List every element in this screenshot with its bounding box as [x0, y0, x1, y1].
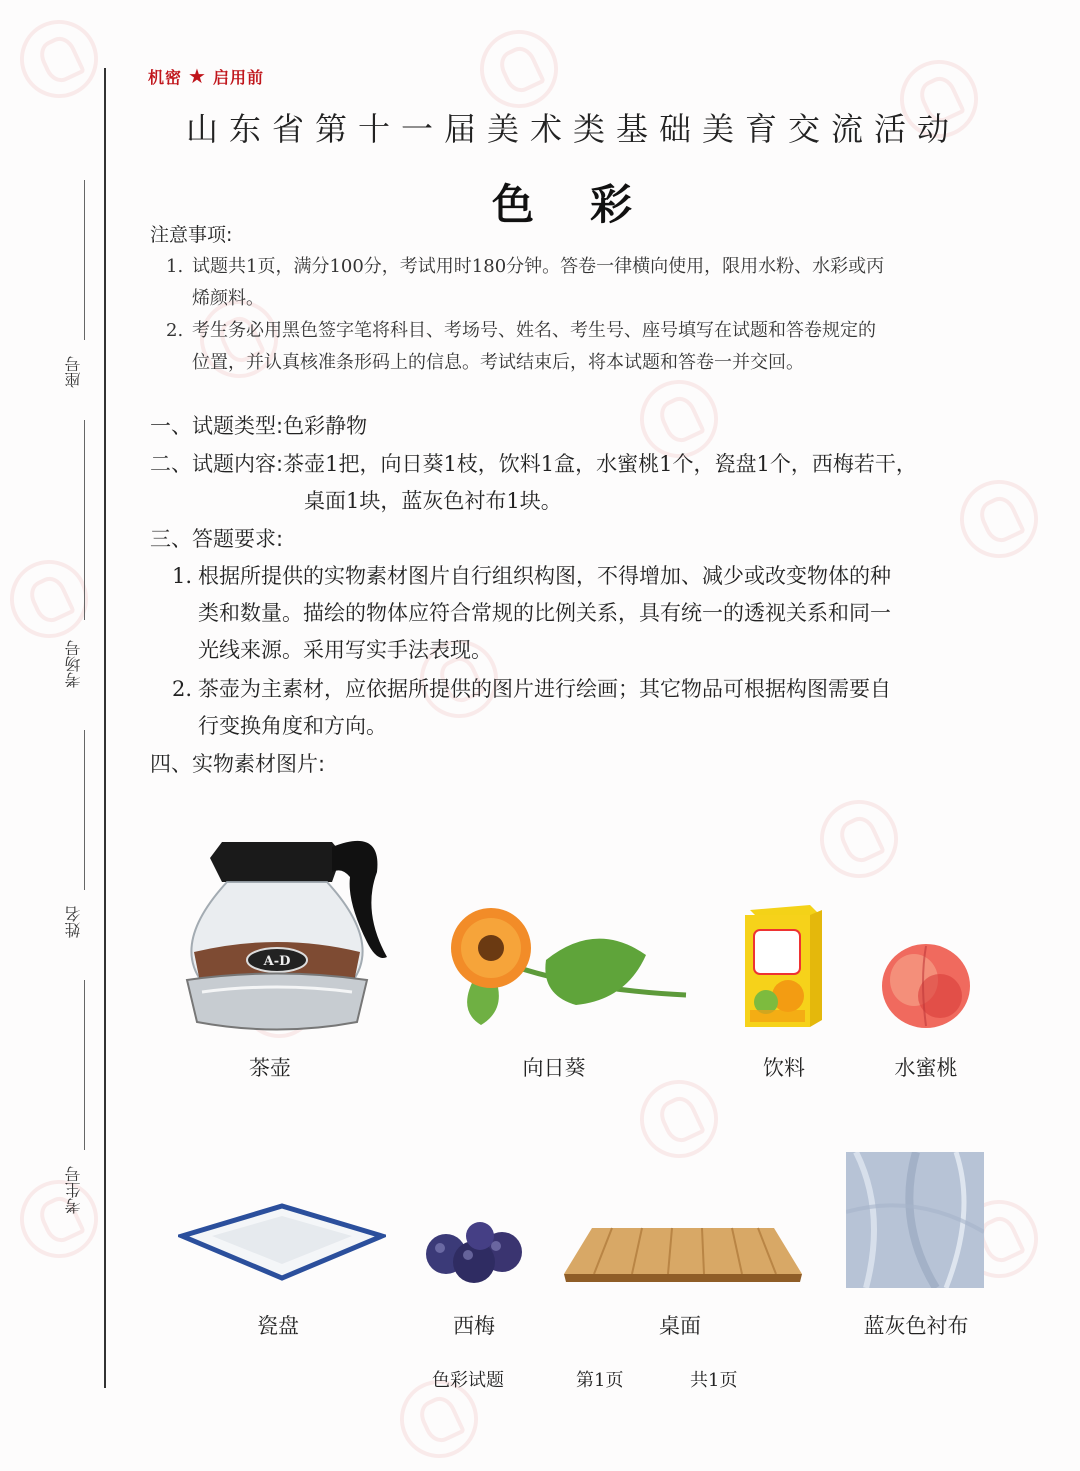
peach-image: [880, 940, 972, 1030]
section-materials: [150, 746, 990, 783]
plate-image: [178, 1202, 386, 1282]
section-heading: 三、答题要求:: [150, 527, 284, 551]
footer-total: 共1页: [690, 1370, 738, 1391]
side-label-name: 姓名: [64, 906, 83, 938]
section-heading: 二、试题内容:: [150, 452, 284, 476]
subject-title: 色彩: [491, 180, 688, 229]
section-body: 色彩静物: [283, 414, 368, 438]
section-heading: 四、实物素材图片:: [150, 752, 326, 776]
side-rule: [84, 980, 85, 1150]
teapot-image: [182, 832, 392, 1032]
caption-teapot: 茶壶: [249, 1056, 291, 1080]
notice-line: 考生务必用黑色签字笔将科目、考场号、姓名、考生号、座号填写在试题和答卷规定的: [192, 320, 876, 341]
notice-num: 2.: [166, 320, 184, 341]
section-content: [150, 446, 990, 520]
side-label-seat: 座号: [64, 356, 83, 388]
section-body: 桌面1块，蓝灰色衬布1块。: [304, 489, 562, 513]
side-label-room: 考场号: [64, 640, 83, 688]
teapot-label: A-D: [263, 954, 291, 969]
side-rule: [84, 730, 85, 890]
caption-cloth: 蓝灰色衬布: [863, 1314, 969, 1338]
footer-page: 第1页: [576, 1370, 624, 1391]
requirement-num: 1.: [172, 564, 193, 588]
caption-sunflower: 向日葵: [522, 1056, 586, 1080]
footer-name: 色彩试题: [432, 1370, 504, 1391]
sunflower-image: [436, 900, 692, 1034]
cloth-image: [846, 1152, 984, 1288]
requirement-1: [172, 558, 992, 669]
section-requirements: [150, 521, 990, 558]
side-rule: [84, 420, 85, 620]
section-type: [150, 408, 990, 445]
caption-peach: 水蜜桃: [894, 1056, 958, 1080]
requirement-num: 2.: [172, 677, 193, 701]
confidential-right: 启用前: [212, 68, 264, 87]
star-icon: ★: [188, 64, 207, 88]
confidential-left: 机密: [148, 68, 183, 87]
page-title: 山东省第十一届美术类基础美育交流活动: [186, 110, 961, 148]
notice-line: 烯颜料。: [192, 288, 264, 309]
notice-item-1: [166, 251, 986, 315]
section-body: 茶壶1把，向日葵1枝，饮料1盒，水蜜桃1个，瓷盘1个，西梅若干，: [283, 452, 917, 476]
caption-prune: 西梅: [453, 1314, 495, 1338]
requirement-2: [172, 671, 992, 745]
caption-plate: 瓷盘: [257, 1314, 299, 1338]
caption-tabletop: 桌面: [659, 1314, 701, 1338]
side-rule: [84, 180, 85, 340]
requirement-line: 光线来源。采用写实手法表现。: [198, 638, 492, 662]
notice-heading: 注意事项:: [150, 224, 233, 246]
notice-num: 1.: [166, 256, 184, 277]
section-heading: 一、试题类型:: [150, 414, 284, 438]
prune-image: [418, 1222, 528, 1284]
binding-line: [104, 68, 106, 1388]
requirement-line: 茶壶为主素材，应依据所提供的图片进行绘画；其它物品可根据构图需要自: [198, 677, 891, 701]
notice-line: 位置，并认真核准条形码上的信息。考试结束后，将本试题和答卷一并交回。: [192, 352, 804, 373]
drink-image: [740, 900, 826, 1030]
confidential-mark: [148, 64, 264, 88]
requirement-line: 行变换角度和方向。: [198, 714, 387, 738]
notice-item-2: [166, 315, 986, 379]
caption-drink: 饮料: [763, 1056, 805, 1080]
notice-line: 试题共1页，满分100分，考试用时180分钟。答卷一律横向使用，限用水粉、水彩或丙: [192, 256, 885, 277]
requirement-line: 根据所提供的实物素材图片自行组织构图，不得增加、减少或改变物体的种: [198, 564, 891, 588]
tabletop-image: [562, 1224, 804, 1286]
side-label-examinee-no: 考生号: [64, 1166, 83, 1214]
requirement-line: 类和数量。描绘的物体应符合常规的比例关系，具有统一的透视关系和同一: [198, 601, 891, 625]
